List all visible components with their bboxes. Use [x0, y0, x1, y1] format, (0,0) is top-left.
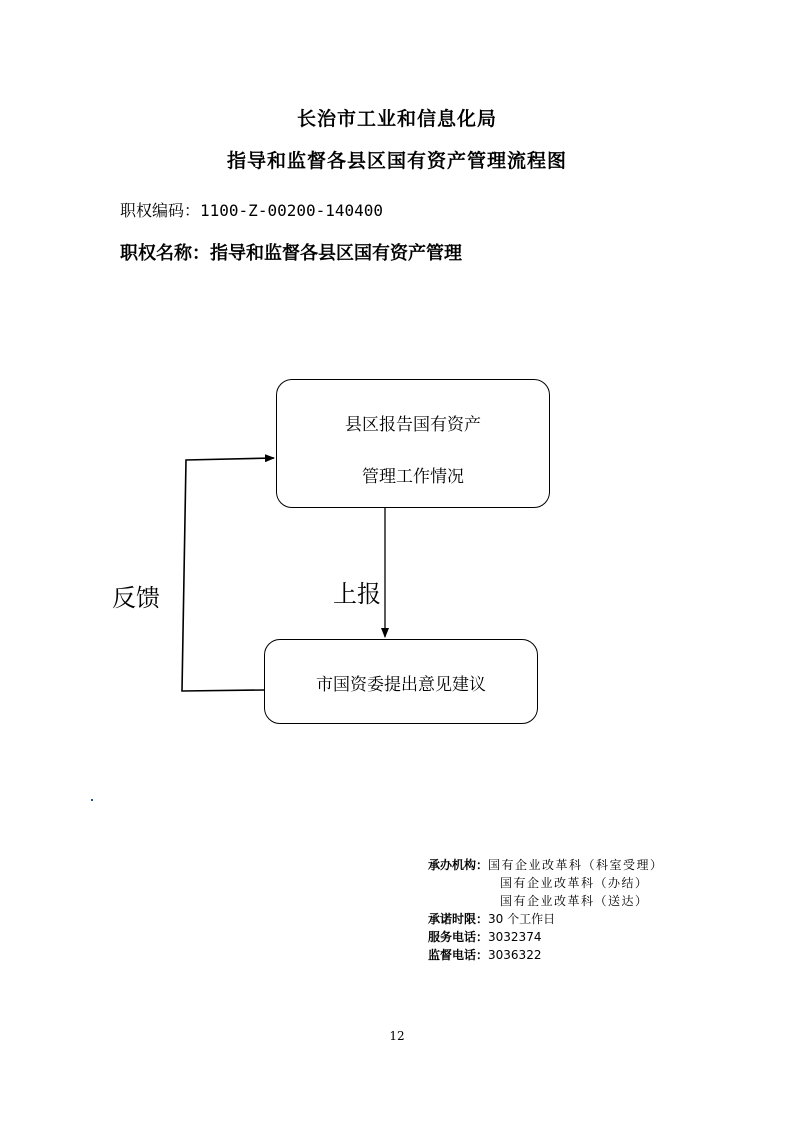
county-report-step-line1: 县区报告国有资产: [345, 415, 481, 435]
service-phone-label: 服务电话：: [428, 930, 489, 944]
page-number: 12: [389, 1029, 405, 1043]
authority-name-value: 指导和监督各县区国有资产管理: [210, 243, 462, 264]
service-phone-row: [428, 928, 664, 946]
document-title-org: 长治市工业和信息化局: [296, 108, 497, 130]
org-row-2: [428, 874, 664, 892]
county-report-step-box: [276, 379, 550, 508]
supervise-phone-row: [428, 946, 664, 964]
authority-code-label: 职权编码：: [120, 201, 201, 220]
org-unit-1: 国有企业改革科（科室受理）: [488, 858, 664, 872]
authority-name-label: 职权名称：: [120, 243, 210, 264]
time-limit-value: 30 个工作日: [488, 912, 556, 926]
stray-dot-mark: [91, 799, 93, 801]
org-row-3: [428, 892, 664, 910]
county-report-step-line2: 管理工作情况: [362, 467, 464, 487]
city-commission-step-text: 市国资委提出意见建议: [316, 675, 486, 695]
time-limit-row: [428, 910, 664, 928]
time-limit-label: 承诺时限：: [428, 912, 489, 926]
supervise-phone-label: 监督电话：: [428, 948, 489, 962]
org-unit-3: 国有企业改革科（送达）: [500, 894, 649, 908]
org-label: 承办机构：: [428, 858, 489, 872]
authority-code-value: 1100-Z-00200-140400: [200, 201, 384, 220]
org-unit-2: 国有企业改革科（办结）: [500, 876, 649, 890]
service-info-block: [428, 856, 664, 964]
supervise-phone-value: 3036322: [488, 948, 542, 962]
city-commission-step-box: [264, 639, 538, 724]
report-label: 上报: [333, 580, 381, 608]
feedback-label: 反馈: [112, 584, 160, 612]
org-row: [428, 856, 664, 874]
service-phone-value: 3032374: [488, 930, 542, 944]
document-title-process: 指导和监督各县区国有资产管理流程图: [226, 150, 567, 172]
feedback-arrow: [182, 458, 274, 691]
